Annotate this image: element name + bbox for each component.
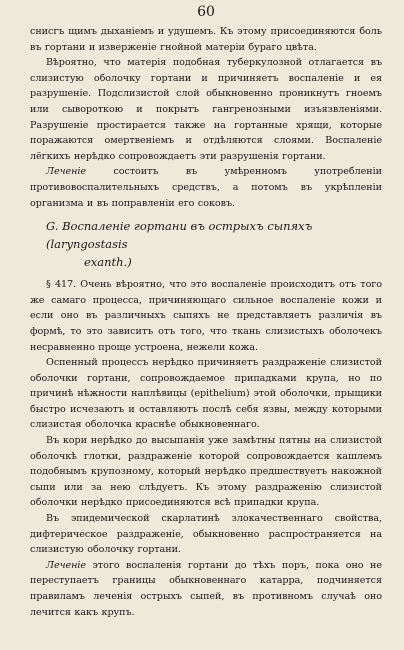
paragraph-treatment-final <box>30 558 382 620</box>
paragraph-continued: снисгъ щимъ дыханiемъ и удушемъ. Къ этому присоединяются боль въ гортани и изверженiе гнойной матерiи бураго цвѣта. <box>30 26 382 53</box>
paragraph-smallpox: Оспенный процессъ нерѣдко причиняетъ раздраженiе слизистой оболочки гортани, сопровождаемое припадками крупа, но по причинѣ нѣжности наплѣвицы (epithelium) этой оболочки, прыщики быстро исчезаютъ и оставляютъ послѣ себя язвы, между которыми слизистая оболочка краснѣе обыкновеннаго. <box>30 357 382 431</box>
treatment-term-final: Леченiе <box>46 559 87 571</box>
treatment-text: состоитъ въ умѣренномъ употребленiи противовоспалительныхъ средствъ, а потомъ въ укрѣпленiи организма и въ поправленiи его соковъ. <box>30 166 382 209</box>
paragraph-tuberculous-matter: Вѣроятно, что матерiя подобная туберкулозной отлагается въ слизистую оболочку гортани и причиняетъ воспаленiе и ея разрушенiе. Подслизистой слой обыкновенно проникнутъ гноемъ или сывороткою и покрытъ гангренозными изъязвленiями. Разрушенiе простирается также на гортанные хрящи, которые поражаются омертвенiемъ и отдѣляются слоями. Воспаленiе лёгкихъ нерѣдко сопровождаетъ эти разрушенiя гортани. <box>30 57 382 162</box>
section-heading-line2: exanth.) <box>84 255 132 270</box>
paragraph-scarlet-fever: Въ эпидемической скарлатинѣ злокачественнаго свойства, дифтерическое раздраженiе, обыкновенно распространяется на слизистую оболочку гортани. <box>30 513 382 556</box>
paragraph-measles: Въ кори нерѣдко до высыпанiя уже замѣтны пятны на слизистой оболочкѣ глотки, раздраженiе которой сопровождается кашлемъ подобнымъ крупозному, который нерѣдко предшествуетъ накожной сыпи или за нею слѣдуетъ. Къ этому раздраженiю слизистой оболочки нерѣдко присоединяются всѣ припадки крупа. <box>30 435 382 509</box>
section-heading <box>30 217 382 271</box>
section-heading-line1: G. Воспаленiе гортани въ острыхъ сыпяхъ (laryngostasis <box>46 219 313 252</box>
paragraph-treatment <box>30 164 382 211</box>
treatment-text-final: этого воспаленiя гортани до тѣхъ поръ, пока оно не переступаетъ границы обыкновеннаго катарра, подчиняется правиламъ леченiя острыхъ сыпей, въ противномъ случаѣ оно лечится какъ крупъ. <box>30 559 382 618</box>
treatment-term: Леченiе <box>46 166 87 178</box>
page-number: 60 <box>197 4 215 20</box>
paragraph-section-417: § 417. Очень вѣроятно, что это воспаленiе происходитъ отъ того же самаго процесса, причиняющаго сильное воспаленiе кожи и если оно въ различныхъ сыпяхъ не представляетъ различiя въ формѣ, то это зависитъ отъ того, что ткань слизистыхъ оболочекъ несравненно проще устроена, нежели кожа. <box>30 279 382 353</box>
